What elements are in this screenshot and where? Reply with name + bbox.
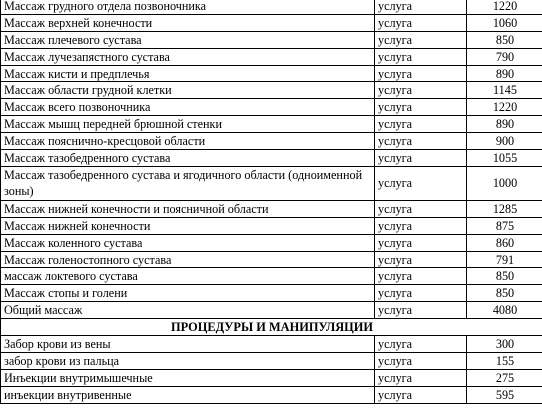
service-name: Массаж голеностопного сустава <box>1 251 375 268</box>
unit-cell: услуга <box>375 386 467 403</box>
service-name: Массаж грудного отдела позвоночника <box>1 0 375 14</box>
price-cell: 1000 <box>467 166 542 200</box>
service-name: Массаж лучезапястного сустава <box>1 48 375 65</box>
service-name: Массаж всего позвоночника <box>1 99 375 116</box>
unit-cell: услуга <box>375 116 467 133</box>
unit-cell: услуга <box>375 150 467 167</box>
price-cell: 890 <box>467 65 542 82</box>
price-cell: 595 <box>467 386 542 403</box>
price-cell: 1145 <box>467 82 542 99</box>
unit-cell: услуга <box>375 65 467 82</box>
table-row <box>1 234 542 251</box>
table-row <box>1 336 542 353</box>
service-name: Массаж коленного сустава <box>1 234 375 251</box>
price-cell: 875 <box>467 217 542 234</box>
service-name: Массаж пояснично-кресцовой области <box>1 133 375 150</box>
price-cell: 1285 <box>467 200 542 217</box>
table-row <box>1 166 542 200</box>
price-cell: 850 <box>467 268 542 285</box>
unit-cell: услуга <box>375 133 467 150</box>
table-row <box>1 285 542 302</box>
unit-cell: услуга <box>375 217 467 234</box>
table-row <box>1 302 542 319</box>
price-cell: 1055 <box>467 150 542 167</box>
service-name: Массаж кисти и предплечья <box>1 65 375 82</box>
unit-cell: услуга <box>375 31 467 48</box>
price-cell: 790 <box>467 48 542 65</box>
table-row <box>1 386 542 403</box>
unit-cell: услуга <box>375 302 467 319</box>
table-row <box>1 251 542 268</box>
service-name: Массаж стопы и голени <box>1 285 375 302</box>
price-cell: 791 <box>467 251 542 268</box>
service-name: Массаж нижней конечности <box>1 217 375 234</box>
unit-cell: услуга <box>375 14 467 31</box>
service-name: инъекции внутривенные <box>1 386 375 403</box>
table-row <box>1 150 542 167</box>
price-cell: 900 <box>467 133 542 150</box>
table-row <box>1 369 542 386</box>
table-row <box>1 65 542 82</box>
table-row <box>1 48 542 65</box>
service-name: забор крови из пальца <box>1 352 375 369</box>
unit-cell: услуга <box>375 234 467 251</box>
price-cell: 850 <box>467 285 542 302</box>
section-header-row <box>1 319 542 336</box>
service-name: Массаж тазобедренного сустава <box>1 150 375 167</box>
service-name: Массаж мышц передней брюшной стенки <box>1 116 375 133</box>
table-row <box>1 0 542 14</box>
unit-cell: услуга <box>375 268 467 285</box>
unit-cell: услуга <box>375 336 467 353</box>
table-row <box>1 268 542 285</box>
service-name: Массаж плечевого сустава <box>1 31 375 48</box>
price-cell: 275 <box>467 369 542 386</box>
price-cell: 1220 <box>467 99 542 116</box>
service-name: Забор крови из вены <box>1 336 375 353</box>
table-row <box>1 200 542 217</box>
section-title: ПРОЦЕДУРЫ И МАНИПУЛЯЦИИ <box>1 319 542 336</box>
table-row <box>1 31 542 48</box>
price-cell: 4080 <box>467 302 542 319</box>
service-name: Массаж верхней конечности <box>1 14 375 31</box>
table-row <box>1 14 542 31</box>
unit-cell: услуга <box>375 251 467 268</box>
unit-cell: услуга <box>375 82 467 99</box>
price-cell: 300 <box>467 336 542 353</box>
table-row <box>1 116 542 133</box>
service-name: Инъекции внутримышечные <box>1 369 375 386</box>
unit-cell: услуга <box>375 369 467 386</box>
price-cell: 1220 <box>467 0 542 14</box>
table-row <box>1 82 542 99</box>
unit-cell: услуга <box>375 48 467 65</box>
service-name: Массаж нижней конечности и поясничной области <box>1 200 375 217</box>
service-name: Общий массаж <box>1 302 375 319</box>
service-name: Массаж тазобедренного сустава и ягодичного области (одноименной зоны) <box>1 166 375 200</box>
price-cell: 1060 <box>467 14 542 31</box>
price-cell: 890 <box>467 116 542 133</box>
price-cell: 850 <box>467 31 542 48</box>
table-row <box>1 352 542 369</box>
table-row <box>1 217 542 234</box>
table-row <box>1 99 542 116</box>
table-row <box>1 133 542 150</box>
unit-cell: услуга <box>375 0 467 14</box>
unit-cell: услуга <box>375 99 467 116</box>
unit-cell: услуга <box>375 352 467 369</box>
unit-cell: услуга <box>375 166 467 200</box>
service-name: Массаж области грудной клетки <box>1 82 375 99</box>
unit-cell: услуга <box>375 200 467 217</box>
unit-cell: услуга <box>375 285 467 302</box>
service-name: массаж локтевого сустава <box>1 268 375 285</box>
price-cell: 155 <box>467 352 542 369</box>
price-cell: 860 <box>467 234 542 251</box>
